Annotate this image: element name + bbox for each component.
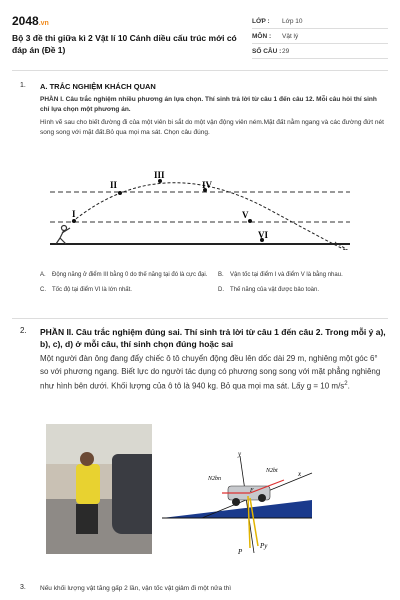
meta-subject-row: MÔN : Vật lý [252, 29, 388, 44]
part-instructions: PHẦN I. Câu trắc nghiệm nhiều phương án lựa chọn. Thí sinh trả lời từ câu 1 đến câu 12. Mỗi câu hỏi thí sinh chỉ lựa chọn một phương án. [40, 96, 377, 113]
point-ii-dot [118, 191, 122, 195]
force-arrow-py [250, 498, 258, 546]
point-label-i: I [72, 209, 76, 219]
trajectory-path [72, 183, 348, 250]
point-v-dot [248, 219, 252, 223]
force-arrow-p [248, 496, 250, 548]
point-label-iii: III [154, 170, 165, 180]
exam-meta [252, 14, 388, 59]
question-text: Hình vẽ sau cho biết đường đi của một viên bi sắt do một vận động viên ném.Mặt đất nằm ngang và các đường đứt nét song song với mặt đất.Bỏ qua mọi ma sát. Chọn câu đúng. [40, 119, 384, 136]
point-i-dot [72, 219, 76, 223]
y-axis-line [240, 456, 254, 553]
option-a[interactable]: A. Động năng ở điểm III bằng 0 do thế năng tại đó là cực đại. [40, 272, 208, 278]
section-heading: A. TRẮC NGHIỆM KHÁCH QUAN [40, 82, 156, 91]
question-2 [12, 326, 388, 393]
site-logo[interactable]: 2048.vn [12, 14, 49, 28]
point-label-ii: II [110, 180, 118, 190]
label-n2bt: N2bt [266, 468, 278, 474]
force-diagram [162, 448, 322, 558]
y-axis-label: y [238, 450, 242, 458]
meta-class-row: LỚP : Lớp 10 [252, 14, 388, 29]
question-3 [12, 584, 388, 594]
label-fk: F [250, 488, 254, 494]
question-text: Một người đàn ông đang đẩy chiếc ô tô chuyển động đều lên dốc dài 29 m, nghiêng một góc 6° so với phương ngang. Biết lực do người tác dụng có phương song song với mặt phẳng nghiêng như hình bên dưới. Khối lượng của ô tô là 940 kg. Bỏ qua mọi ma sát. Lấy g = 10 $m/s^2$. [40, 354, 381, 391]
meta-count-row: SỐ CÂU : 29 [252, 44, 388, 59]
question-text: Nếu khối lượng vật tăng gấp 2 lần, vận tốc vật giảm đi một nửa thì [40, 585, 232, 592]
point-label-iv: IV [202, 180, 213, 190]
question-number: 1. [20, 82, 26, 89]
part-instructions: PHẦN II. Câu trắc nghiệm đúng sai. Thí sinh trả lời từ câu 1 đến câu 2. Trong mỗi ý a), b), c), d) ở mỗi câu, thí sinh chọn đúng hoặc sai [40, 327, 386, 349]
car-wheel-front [258, 494, 266, 502]
option-d[interactable]: D. Thế năng của vật được bảo toàn. [218, 287, 320, 293]
label-n2bn: N2bn [208, 476, 222, 482]
page-header [12, 10, 388, 68]
car-wheel-rear [232, 498, 240, 506]
header-divider [12, 70, 388, 71]
option-b[interactable]: B. Vận tốc tại điểm I và điểm V là bằng nhau. [218, 272, 343, 278]
question-divider [12, 318, 388, 319]
thrower-figure [56, 226, 70, 245]
question-number: 3. [20, 584, 26, 591]
option-c[interactable]: C. Tốc độ tại điểm VI là lớn nhất. [40, 287, 132, 293]
label-p: P [238, 548, 243, 556]
car-pushing-photo [46, 424, 152, 554]
question-1-options [12, 265, 388, 295]
label-py: Py [260, 542, 268, 550]
question-number: 2. [20, 326, 27, 335]
point-label-vi: VI [258, 230, 269, 240]
x-axis-label: x [298, 470, 302, 478]
point-label-v: V [242, 210, 249, 220]
trajectory-diagram [50, 170, 350, 250]
exam-title: Bộ 3 đề thi giữa kì 2 Vật lí 10 Cánh diều cấu trúc mới có đáp án (Đề 1) [12, 33, 237, 55]
question-1 [12, 82, 388, 138]
